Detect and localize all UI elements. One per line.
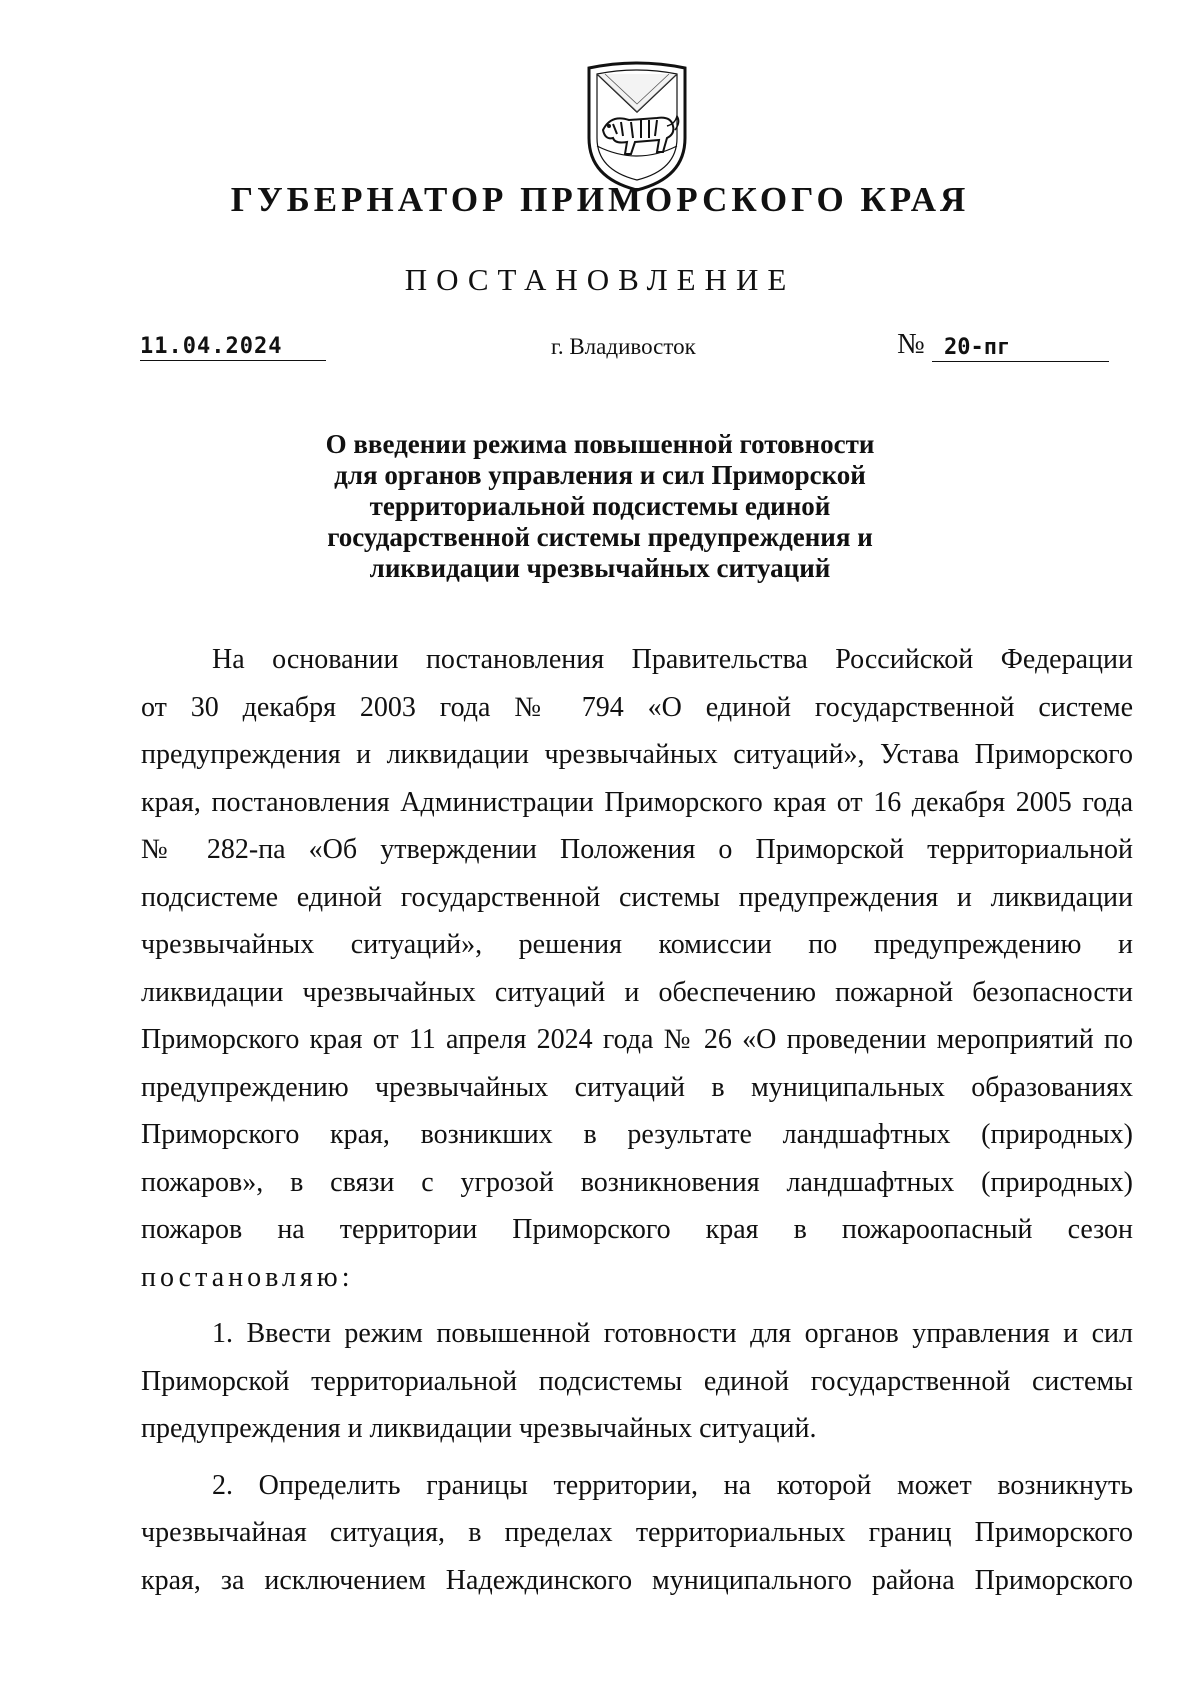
document-title (0, 429, 1200, 584)
title-line: ликвидации чрезвычайных ситуаций (369, 553, 831, 583)
document-date: 11.04.2024 (140, 334, 326, 361)
text-line: ликвидации чрезвычайных ситуаций и обеспечению пожарной безопасности (141, 976, 1133, 1008)
text-line: Приморской территориальной подсистемы единой государственной системы (141, 1365, 1133, 1397)
resolve-word: постановляю: (141, 1261, 354, 1293)
text-line: предупреждения и ликвидации чрезвычайных ситуаций. (141, 1413, 817, 1444)
item-2-paragraph (141, 1462, 1133, 1605)
number-sign: № (897, 328, 925, 360)
text-line: чрезвычайных ситуаций», решения комиссии по предупреждению и (141, 929, 1133, 960)
text-line: Приморского края, возникших в результате ландшафтных (природных) (141, 1119, 1133, 1150)
text-line: пожаров», в связи с угрозой возникновения ландшафтных (природных) (141, 1166, 1133, 1198)
title-line: территориальной подсистемы единой (369, 491, 831, 521)
text-line: На основании постановления Правительства Российской Федерации (212, 644, 1133, 675)
text-line: края, постановления Администрации Приморского края от 16 декабря 2005 года (141, 786, 1133, 818)
document-number: 20-пг (932, 335, 1109, 362)
text-line: края, за исключением Надеждинского муниципального района Приморского (141, 1564, 1133, 1596)
preamble-paragraph (141, 636, 1133, 1301)
document-type: ПОСТАНОВЛЕНИЕ (404, 262, 796, 297)
text-line: чрезвычайная ситуация, в пределах территориальных границ Приморского (141, 1517, 1133, 1548)
text-line: 2. Определить границы территории, на которой может возникнуть (212, 1469, 1133, 1501)
issuer-heading: ГУБЕРНАТОР ПРИМОРСКОГО КРАЯ (230, 180, 970, 219)
item-1-paragraph (141, 1310, 1133, 1453)
document-body (141, 636, 1133, 1604)
text-line: подсистеме единой государственной системы предупреждения и ликвидации (141, 881, 1133, 913)
text-line: Приморского края от 11 апреля 2024 года № 26 «О проведении мероприятий по (141, 1024, 1133, 1055)
document-city: г. Владивосток (551, 334, 696, 359)
text-line: пожаров на территории Приморского края в пожароопасный сезон (141, 1214, 1133, 1245)
text-line: № 282-па «Об утверждении Положения о Приморской территориальной (141, 834, 1133, 865)
text-line: 1. Ввести режим повышенной готовности для органов управления и сил (212, 1318, 1133, 1349)
text-line: предупреждению чрезвычайных ситуаций в муниципальных образованиях (141, 1071, 1133, 1103)
text-line: от 30 декабря 2003 года № 794 «О единой государственной системе (141, 691, 1133, 723)
title-line: для органов управления и сил Приморской (334, 460, 866, 490)
title-line: государственной системы предупреждения и (327, 522, 873, 552)
title-line: О введении режима повышенной готовности (325, 429, 875, 459)
text-line: предупреждения и ликвидации чрезвычайных ситуаций», Устава Приморского (141, 739, 1133, 770)
coat-of-arms-icon (583, 60, 691, 192)
